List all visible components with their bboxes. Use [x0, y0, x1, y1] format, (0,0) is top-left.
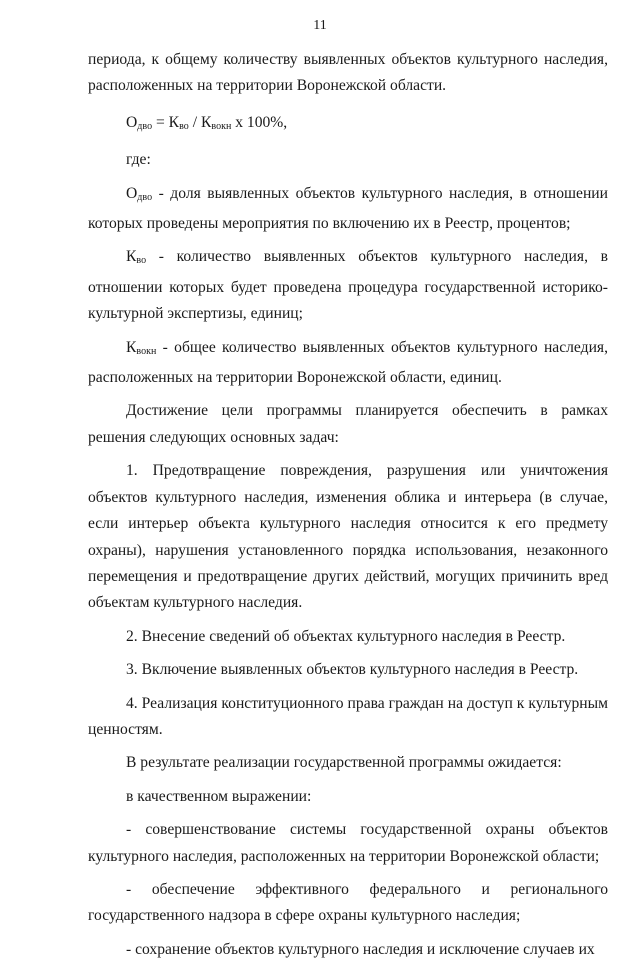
- def2-term-sub: вo: [136, 255, 147, 267]
- result-paragraph: В результате реализации государственной программы ожидается:: [126, 754, 562, 772]
- list-item-3: - сохранение объектов культурного наследия и исключение случаев их: [126, 940, 595, 958]
- quality-paragraph: в качественном выражении:: [126, 787, 312, 805]
- def2-text: - количество выявленных объектов культурного наследия, в отношении которых будет проведена процедура государственной историко-культурной экспертизы, единиц;: [88, 248, 608, 323]
- goal-paragraph: Достижение цели программы планируется обеспечить в рамках решения следующих основных задач:: [88, 402, 608, 446]
- list-item-1: - совершенствование системы государственной охраны объектов культурного наследия, расположенных на территории Воронежской области;: [88, 821, 608, 865]
- formula-o-sub: двo: [137, 120, 153, 132]
- paragraph-continuation: периода, к общему количеству выявленных объектов культурного наследия, расположенных на территории Воронежской области.: [88, 51, 608, 95]
- task-3: 3. Включение выявленных объектов культурного наследия в Реестр.: [126, 661, 579, 679]
- formula-k1-sub: вo: [179, 120, 189, 132]
- task-4: 4. Реализация конституционного права граждан на доступ к культурным ценностям.: [88, 694, 608, 738]
- formula-k2-sub: вoкн: [211, 120, 232, 132]
- def2-term: К: [126, 248, 137, 266]
- definition-kvo: [88, 244, 608, 327]
- formula-o: О: [126, 113, 138, 131]
- page-number: 11: [313, 18, 327, 33]
- definition-kvokn: [88, 335, 608, 392]
- task-1: 1. Предотвращение повреждения, разрушения или уничтожения объектов культурного наследия, изменения облика и интерьера (в случае, если интерьер объекта культурного наследия относится к его предмету охраны), нарушения установленного порядка использования, незаконного перемещения и предотвращение других действий, могущих причинить вред объектам культурного наследия.: [88, 462, 608, 612]
- document-body: [88, 47, 608, 963]
- formula-div: /: [188, 113, 201, 131]
- formula-k1: К: [168, 113, 180, 131]
- def1-text: - доля выявленных объектов культурного наследия, в отношении которых проведены мероприятия по включению их в Реестр, процентов;: [88, 184, 608, 233]
- def3-term: К: [126, 338, 137, 356]
- def1-term-sub: двo: [137, 191, 153, 203]
- def1-term: О: [126, 184, 138, 202]
- formula-eq: =: [152, 113, 169, 131]
- formula-tail: х 100%,: [231, 113, 288, 131]
- where-label: где:: [126, 151, 151, 169]
- definition-odvo: [88, 181, 608, 238]
- def3-text: - общее количество выявленных объектов культурного наследия, расположенных на территории Воронежской области, единиц.: [88, 338, 608, 387]
- task-2: 2. Внесение сведений об объектах культурного наследия в Реестр.: [126, 627, 566, 645]
- formula: [88, 110, 608, 140]
- def3-term-sub: вoкн: [136, 345, 157, 357]
- formula-k2: К: [200, 113, 212, 131]
- list-item-2: - обеспечение эффективного федерального и регионального государственного надзора в сфере охраны культурного наследия;: [88, 880, 608, 925]
